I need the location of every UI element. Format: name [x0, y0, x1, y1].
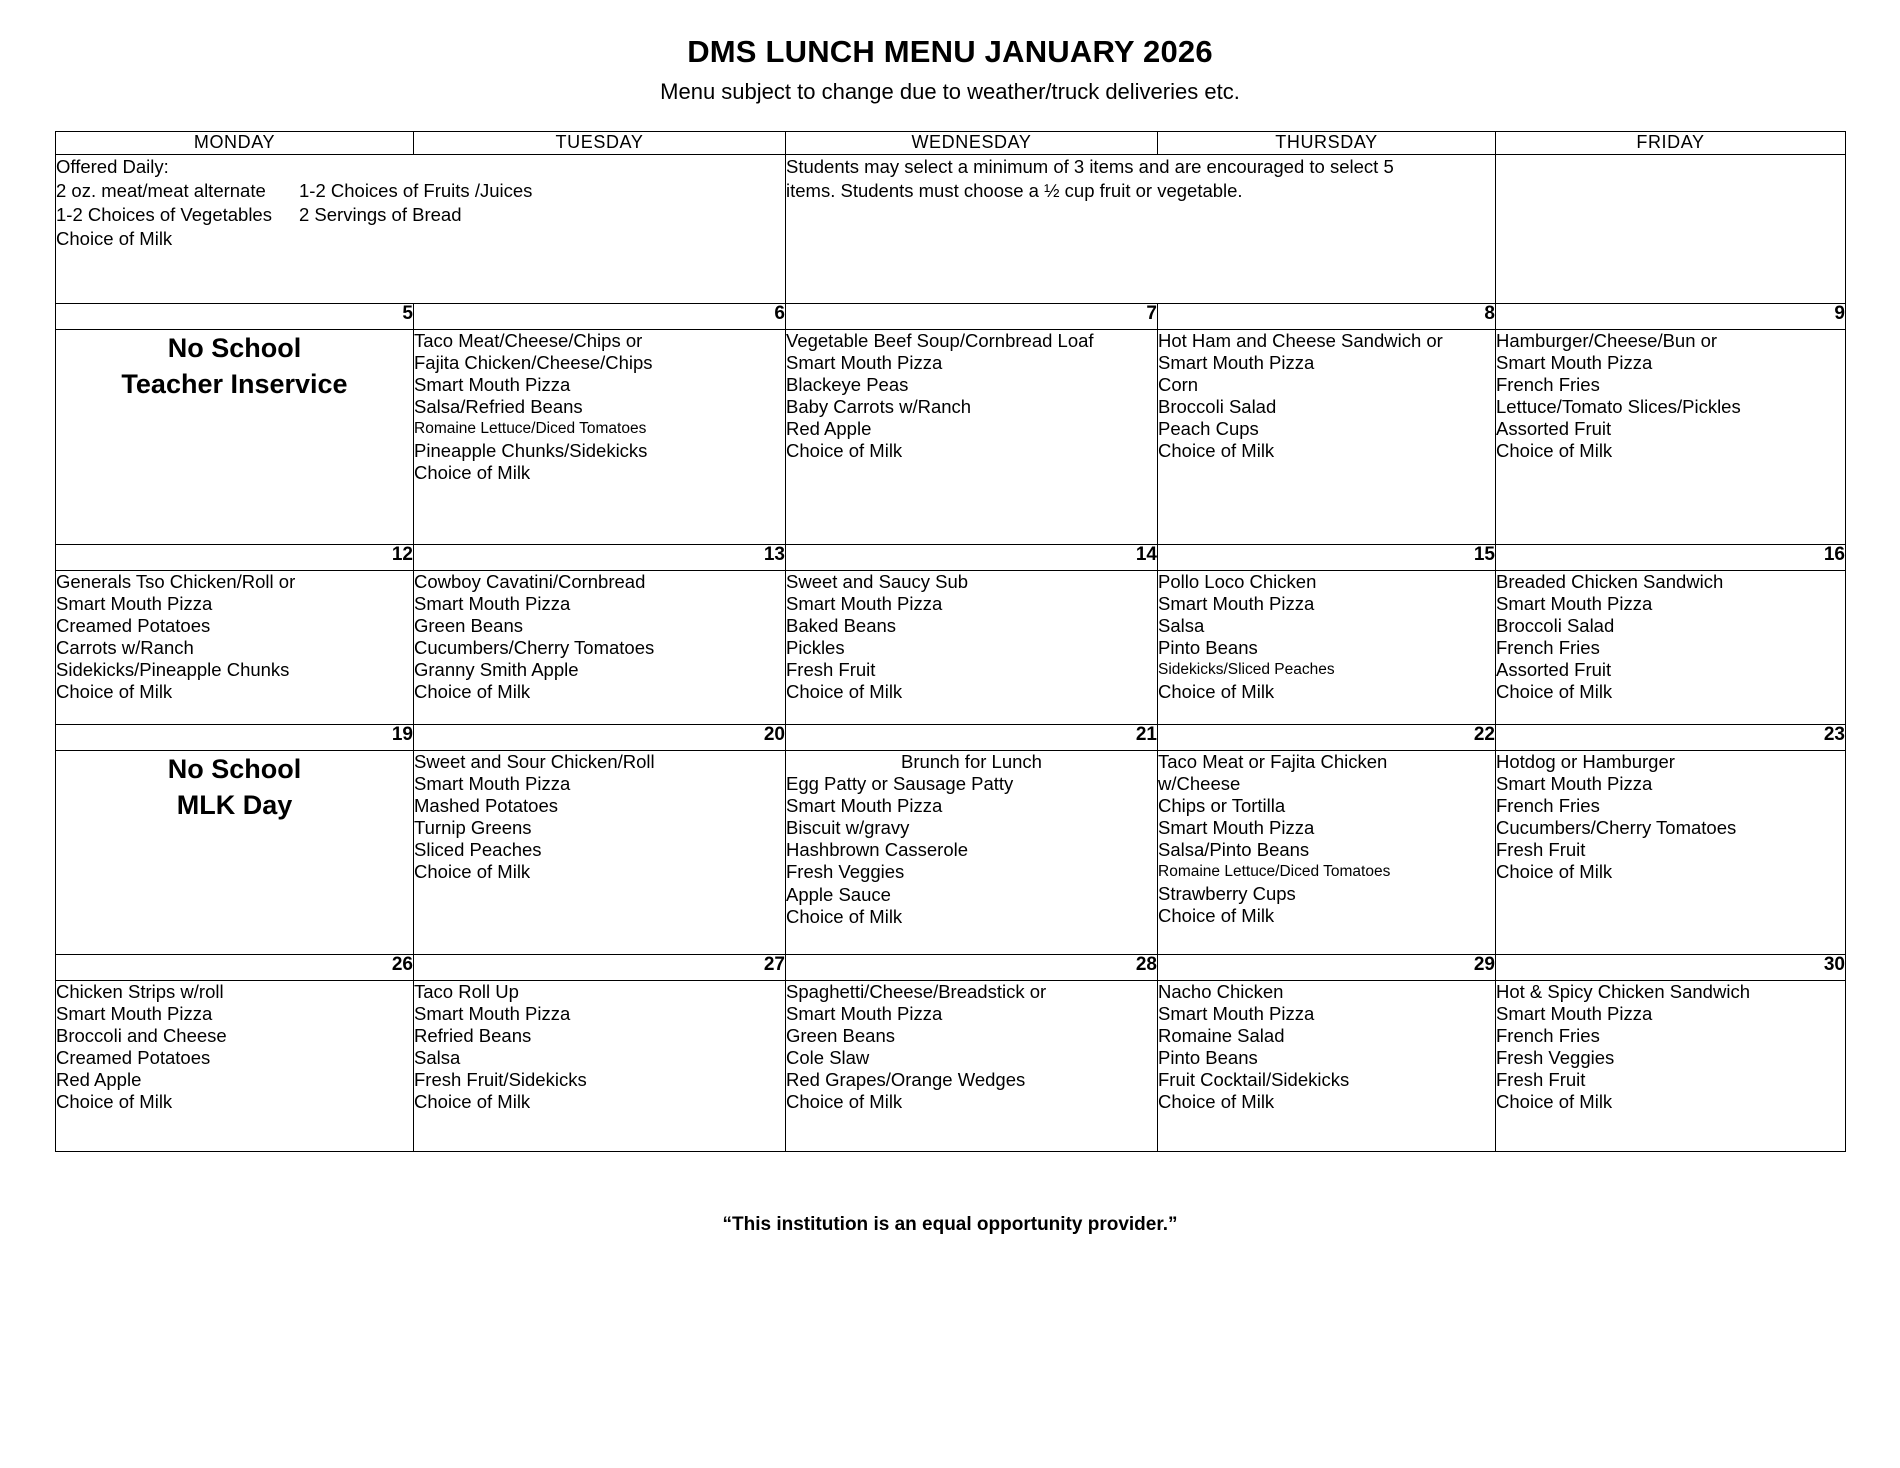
- no-school-cell: [56, 750, 414, 954]
- menu-item: Fresh Fruit: [1496, 1069, 1586, 1091]
- selection-rule-line-2: items. Students must choose a ½ cup fruit or vegetable.: [786, 179, 1243, 201]
- offered-daily-item-1: 1-2 Choices of Fruits /Juices: [299, 179, 533, 201]
- week-date-row: [56, 724, 1846, 750]
- menu-item: Smart Mouth Pizza: [1158, 352, 1315, 374]
- offered-daily-heading: Offered Daily:: [56, 155, 169, 177]
- selection-rule-note: [786, 154, 1496, 303]
- menu-item: Baked Beans: [786, 615, 897, 637]
- menu-item: Fresh Veggies: [1496, 1047, 1615, 1069]
- menu-item: Romaine Salad: [1158, 1025, 1285, 1047]
- date-number-cell: 15: [1158, 544, 1496, 570]
- document-header: [0, 0, 1900, 104]
- day-menu-cell: [786, 750, 1158, 954]
- menu-item: Smart Mouth Pizza: [414, 374, 571, 396]
- menu-item-list: [56, 981, 413, 1114]
- week-menu-row: [56, 570, 1846, 724]
- menu-item: Creamed Potatoes: [56, 615, 211, 637]
- menu-item: Brunch for Lunch: [901, 750, 1042, 772]
- no-school-line: No School: [167, 332, 302, 363]
- menu-item: Pineapple Chunks/Sidekicks: [414, 440, 648, 461]
- menu-item: Choice of Milk: [1496, 861, 1613, 883]
- menu-item: Peach Cups: [1158, 418, 1259, 440]
- menu-item: Creamed Potatoes: [56, 1047, 211, 1069]
- date-number-cell: 21: [786, 724, 1158, 750]
- menu-item: Fresh Veggies: [786, 861, 905, 883]
- menu-item: Smart Mouth Pizza: [414, 593, 571, 615]
- menu-item: Cucumbers/Cherry Tomatoes: [1496, 817, 1737, 839]
- menu-item: Chicken Strips w/roll: [56, 980, 224, 1002]
- menu-item-list: [786, 751, 1157, 928]
- day-menu-cell: [1158, 570, 1496, 724]
- day-header-thursday: THURSDAY: [1158, 131, 1496, 154]
- menu-item: Hamburger/Cheese/Bun or: [1496, 329, 1718, 351]
- menu-item: Smart Mouth Pizza: [56, 593, 213, 615]
- menu-item: Smart Mouth Pizza: [1496, 593, 1653, 615]
- menu-item: Refried Beans: [414, 1025, 532, 1047]
- menu-item: Choice of Milk: [786, 681, 903, 703]
- week-date-row: [56, 303, 1846, 329]
- menu-item-list: [414, 330, 785, 484]
- date-number-cell: 29: [1158, 954, 1496, 980]
- menu-item: Mashed Potatoes: [414, 795, 558, 817]
- menu-item: Spaghetti/Cheese/Breadstick or: [786, 980, 1047, 1002]
- day-menu-cell: [1496, 570, 1846, 724]
- menu-item: w/Cheese: [1158, 773, 1241, 795]
- menu-item: Smart Mouth Pizza: [1496, 1003, 1653, 1025]
- menu-item: Blackeye Peas: [786, 374, 909, 396]
- menu-item: Smart Mouth Pizza: [1158, 817, 1315, 839]
- menu-item: Smart Mouth Pizza: [786, 593, 943, 615]
- menu-item: Smart Mouth Pizza: [786, 352, 943, 374]
- date-number-cell: 14: [786, 544, 1158, 570]
- menu-item: Choice of Milk: [786, 905, 903, 927]
- date-number-cell: 26: [56, 954, 414, 980]
- menu-item: Smart Mouth Pizza: [1496, 773, 1653, 795]
- menu-item: Green Beans: [786, 1025, 896, 1047]
- day-menu-cell: [1158, 980, 1496, 1151]
- menu-item: Choice of Milk: [1496, 440, 1613, 462]
- day-menu-cell: [1496, 329, 1846, 544]
- menu-item-list: [786, 981, 1157, 1114]
- menu-item: Nacho Chicken: [1158, 980, 1284, 1002]
- menu-item: Salsa: [1158, 615, 1205, 637]
- menu-item: Sliced Peaches: [414, 839, 542, 861]
- menu-item-list: [1158, 981, 1495, 1114]
- no-school-line: Teacher Inservice: [121, 369, 348, 400]
- menu-item-list: [786, 330, 1157, 463]
- date-number-cell: 13: [414, 544, 786, 570]
- day-header-friday: FRIDAY: [1496, 131, 1846, 154]
- menu-item: Romaine Lettuce/Diced Tomatoes: [1158, 863, 1391, 881]
- offered-daily-list: [56, 179, 785, 227]
- menu-item-list: [1496, 981, 1845, 1114]
- menu-item: Red Apple: [786, 418, 872, 440]
- menu-item: Choice of Milk: [414, 1091, 531, 1113]
- menu-item: Choice of Milk: [1158, 1091, 1275, 1113]
- day-menu-cell: [1496, 980, 1846, 1151]
- week-date-row: [56, 954, 1846, 980]
- day-menu-cell: [414, 980, 786, 1151]
- menu-item: Pinto Beans: [1158, 1047, 1258, 1069]
- offered-daily-note: [56, 154, 786, 303]
- menu-item: Baby Carrots w/Ranch: [786, 396, 972, 418]
- menu-item: Fresh Fruit/Sidekicks: [414, 1069, 587, 1091]
- date-number-cell: 27: [414, 954, 786, 980]
- menu-item: Choice of Milk: [414, 681, 531, 703]
- menu-item: Choice of Milk: [1496, 681, 1613, 703]
- menu-item: Sweet and Sour Chicken/Roll: [414, 750, 655, 772]
- menu-item-list: [414, 981, 785, 1114]
- menu-item-list: [414, 751, 785, 884]
- menu-item: Vegetable Beef Soup/Cornbread Loaf: [786, 329, 1094, 351]
- menu-item: Sweet and Saucy Sub: [786, 570, 969, 592]
- day-menu-cell: [56, 570, 414, 724]
- menu-item: Smart Mouth Pizza: [1158, 593, 1315, 615]
- menu-item: Cucumbers/Cherry Tomatoes: [414, 637, 655, 659]
- menu-item: Salsa/Pinto Beans: [1158, 839, 1310, 861]
- day-menu-cell: [1158, 750, 1496, 954]
- menu-item: Green Beans: [414, 615, 524, 637]
- menu-item: Smart Mouth Pizza: [414, 1003, 571, 1025]
- menu-item: Turnip Greens: [414, 817, 532, 839]
- offered-daily-item-0: 2 oz. meat/meat alternate: [56, 179, 266, 201]
- menu-item: Egg Patty or Sausage Patty: [786, 773, 1014, 795]
- menu-item: Choice of Milk: [56, 681, 173, 703]
- menu-item: Choice of Milk: [1158, 905, 1275, 927]
- menu-item: Hot Ham and Cheese Sandwich or: [1158, 329, 1443, 351]
- menu-item: Cowboy Cavatini/Cornbread: [414, 570, 646, 592]
- menu-item: Granny Smith Apple: [414, 659, 579, 681]
- menu-item: Taco Meat or Fajita Chicken: [1158, 750, 1388, 772]
- date-number-cell: 9: [1496, 303, 1846, 329]
- date-number-cell: 22: [1158, 724, 1496, 750]
- menu-item: Assorted Fruit: [1496, 659, 1612, 681]
- menu-item: French Fries: [1496, 374, 1600, 396]
- menu-item: Lettuce/Tomato Slices/Pickles: [1496, 396, 1741, 418]
- day-menu-cell: [414, 750, 786, 954]
- day-menu-cell: [786, 980, 1158, 1151]
- menu-item: Corn: [1158, 374, 1199, 396]
- menu-item: Smart Mouth Pizza: [56, 1003, 213, 1025]
- day-header-monday: MONDAY: [56, 131, 414, 154]
- notes-empty-cell: [1496, 154, 1846, 303]
- menu-item: Cole Slaw: [786, 1047, 870, 1069]
- week-menu-row: [56, 980, 1846, 1151]
- day-header-tuesday: TUESDAY: [414, 131, 786, 154]
- menu-item: Broccoli and Cheese: [56, 1025, 227, 1047]
- menu-item: Smart Mouth Pizza: [1158, 1003, 1315, 1025]
- menu-item: Fresh Fruit: [786, 659, 876, 681]
- menu-item-list: [1496, 571, 1845, 704]
- calendar-container: [55, 131, 1845, 1152]
- menu-item-list: [414, 571, 785, 704]
- selection-rule-line-1: Students may select a minimum of 3 items and are encouraged to select 5: [786, 155, 1394, 177]
- menu-item: Assorted Fruit: [1496, 418, 1612, 440]
- menu-item: Chips or Tortilla: [1158, 795, 1286, 817]
- menu-item: Choice of Milk: [414, 861, 531, 883]
- menu-item: Breaded Chicken Sandwich: [1496, 570, 1724, 592]
- no-school-text: [56, 330, 413, 424]
- menu-item: Carrots w/Ranch: [56, 637, 194, 659]
- menu-item: Generals Tso Chicken/Roll or: [56, 570, 296, 592]
- day-menu-cell: [414, 570, 786, 724]
- menu-item-list: [1158, 571, 1495, 703]
- menu-item: Broccoli Salad: [1158, 396, 1277, 418]
- no-school-line: No School: [167, 753, 302, 784]
- menu-item: Fruit Cocktail/Sidekicks: [1158, 1069, 1350, 1091]
- date-number-cell: 12: [56, 544, 414, 570]
- footer-statement: “This institution is an equal opportunity provider.”: [722, 1213, 1178, 1235]
- menu-item: Hot & Spicy Chicken Sandwich: [1496, 980, 1750, 1002]
- menu-item: Choice of Milk: [1496, 1091, 1613, 1113]
- menu-item: French Fries: [1496, 637, 1600, 659]
- no-school-line: MLK Day: [176, 790, 293, 821]
- page-subtitle: Menu subject to change due to weather/truck deliveries etc.: [660, 78, 1240, 104]
- menu-item: Smart Mouth Pizza: [414, 773, 571, 795]
- menu-item: Choice of Milk: [414, 462, 531, 484]
- day-menu-cell: [786, 570, 1158, 724]
- menu-item: Sidekicks/Sliced Peaches: [1158, 661, 1335, 679]
- menu-item: Choice of Milk: [786, 1091, 903, 1113]
- day-header-wednesday: WEDNESDAY: [786, 131, 1158, 154]
- menu-item: Choice of Milk: [786, 440, 903, 462]
- day-of-week-header-row: [56, 131, 1846, 154]
- menu-item: Strawberry Cups: [1158, 883, 1296, 905]
- date-number-cell: 23: [1496, 724, 1846, 750]
- offered-daily-item-2: 1-2 Choices of Vegetables: [56, 204, 272, 226]
- day-menu-cell: [786, 329, 1158, 544]
- menu-item-list: [1496, 751, 1845, 884]
- menu-item: Choice of Milk: [1158, 681, 1275, 702]
- menu-item: Salsa: [414, 1047, 461, 1069]
- menu-item-list: [1158, 330, 1495, 463]
- no-school-text: [56, 751, 413, 845]
- menu-item: French Fries: [1496, 1025, 1600, 1047]
- menu-item: Smart Mouth Pizza: [1496, 352, 1653, 374]
- day-menu-cell: [414, 329, 786, 544]
- menu-item-list: [1158, 751, 1495, 927]
- menu-item: Romaine Lettuce/Diced Tomatoes: [414, 420, 647, 438]
- date-number-cell: 5: [56, 303, 414, 329]
- menu-item: Fresh Fruit: [1496, 839, 1586, 861]
- menu-item: Biscuit w/gravy: [786, 817, 910, 839]
- date-number-cell: 16: [1496, 544, 1846, 570]
- menu-item: Pickles: [786, 637, 845, 659]
- menu-item: Pinto Beans: [1158, 637, 1258, 659]
- day-menu-cell: [56, 980, 414, 1151]
- menu-item: Choice of Milk: [56, 1091, 173, 1113]
- menu-item: Hashbrown Casserole: [786, 839, 969, 861]
- menu-item: Taco Roll Up: [414, 980, 519, 1002]
- date-number-cell: 30: [1496, 954, 1846, 980]
- menu-item: Pollo Loco Chicken: [1158, 570, 1317, 592]
- menu-item-list: [56, 571, 413, 704]
- menu-item: Taco Meat/Cheese/Chips or: [414, 329, 643, 351]
- menu-item: Sidekicks/Pineapple Chunks: [56, 659, 290, 681]
- menu-item: Red Grapes/Orange Wedges: [786, 1069, 1026, 1091]
- menu-calendar-table: [55, 131, 1846, 1152]
- date-number-cell: 7: [786, 303, 1158, 329]
- menu-item: Red Apple: [56, 1069, 142, 1091]
- date-number-cell: 28: [786, 954, 1158, 980]
- menu-item: Salsa/Refried Beans: [414, 396, 583, 418]
- week-menu-row: [56, 750, 1846, 954]
- page-title: DMS LUNCH MENU JANUARY 2026: [687, 34, 1213, 69]
- offered-daily-item-3: 2 Servings of Bread: [299, 204, 462, 226]
- menu-item-list: [786, 571, 1157, 704]
- menu-item: Smart Mouth Pizza: [786, 795, 943, 817]
- menu-item: Broccoli Salad: [1496, 615, 1615, 637]
- menu-item-list: [1496, 330, 1845, 463]
- date-number-cell: 20: [414, 724, 786, 750]
- menu-item: Fajita Chicken/Cheese/Chips: [414, 352, 653, 374]
- week-date-row: [56, 544, 1846, 570]
- week-menu-row: [56, 329, 1846, 544]
- day-menu-cell: [1158, 329, 1496, 544]
- no-school-cell: [56, 329, 414, 544]
- menu-item: Smart Mouth Pizza: [786, 1003, 943, 1025]
- day-menu-cell: [1496, 750, 1846, 954]
- menu-item: Hotdog or Hamburger: [1496, 750, 1675, 772]
- date-number-cell: 6: [414, 303, 786, 329]
- menu-item: Apple Sauce: [786, 883, 891, 905]
- menu-item: French Fries: [1496, 795, 1600, 817]
- date-number-cell: 8: [1158, 303, 1496, 329]
- notes-row: [56, 154, 1846, 303]
- menu-item: Choice of Milk: [1158, 440, 1275, 462]
- date-number-cell: 19: [56, 724, 414, 750]
- offered-daily-milk: Choice of Milk: [56, 228, 173, 250]
